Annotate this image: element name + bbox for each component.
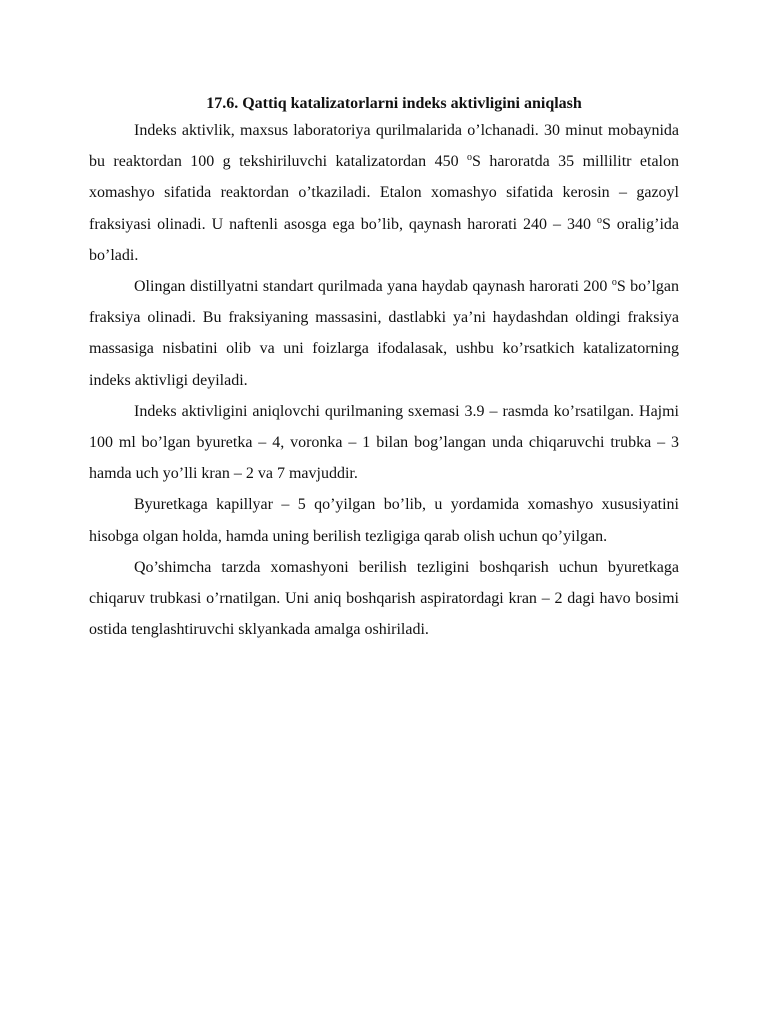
paragraph-1 bbox=[89, 115, 679, 271]
degree-superscript: o bbox=[467, 152, 472, 164]
section-heading: 17.6. Qattiq katalizatorlarni indeks aktivligini aniqlash bbox=[206, 95, 582, 112]
paragraph-2 bbox=[89, 271, 679, 396]
paragraph-2-text-b: S bo’lgan fraksiya olinadi. Bu fraksiyaning massasini, dastlabki ya’ni haydashdan oldingi fraksiya massasiga nisbatini olib va uni foizlarga ifodalasak, ushbu ko’rsatkich katalizatorning indeks aktivligi deyiladi. bbox=[89, 278, 679, 389]
paragraph-1-text-a: Indeks aktivlik, maxsus laboratoriya qurilmalarida o’lchanadi. 30 minut mobaynida bu reaktordan 100 g tekshiriluvchi katalizatordan 450 bbox=[89, 122, 679, 171]
document-page bbox=[89, 94, 679, 645]
degree-superscript: o bbox=[596, 214, 602, 226]
paragraph-1-text-c: S oralig’ida bo’ladi. bbox=[89, 215, 679, 264]
paragraph-4: Byuretkaga kapillyar – 5 qo’yilgan bo’lib, u yordamida xomashyo xususiyatini hisobga olgan holda, hamda uning berilish tezligiga qarab olish uchun qo’yilgan. bbox=[89, 496, 679, 545]
paragraph-5: Qo’shimcha tarzda xomashyoni berilish tezligini boshqarish uchun byuretkaga chiqaruv trubkasi o’rnatilgan. Uni aniq boshqarish aspiratordagi kran – 2 dagi havo bosimi ostida tenglashtiruvchi sklyankada amalga oshiriladi. bbox=[89, 558, 679, 639]
degree-superscript: o bbox=[611, 277, 617, 289]
paragraph-1-text-b: S haroratda 35 millilitr etalon xomashyo sifatida reaktordan o’tkaziladi. Etalon xomashyo sifatida kerosin – gazoyl fraksiyasi olinadi. U naftenli asosga ega bo’lib, qaynash harorati 240 – 340 bbox=[89, 153, 679, 233]
paragraph-3: Indeks aktivligini aniqlovchi qurilmaning sxemasi 3.9 – rasmda ko’rsatilgan. Hajmi 100 ml bo’lgan byuretka – 4, voronka – 1 bilan bog’langan unda chiqaruvchi trubka – 3 hamda uch yo’lli kran – 2 va 7 mavjuddir. bbox=[89, 402, 679, 483]
paragraph-2-text-a: Olingan distillyatni standart qurilmada yana haydab qaynash harorati 200 bbox=[134, 278, 612, 296]
